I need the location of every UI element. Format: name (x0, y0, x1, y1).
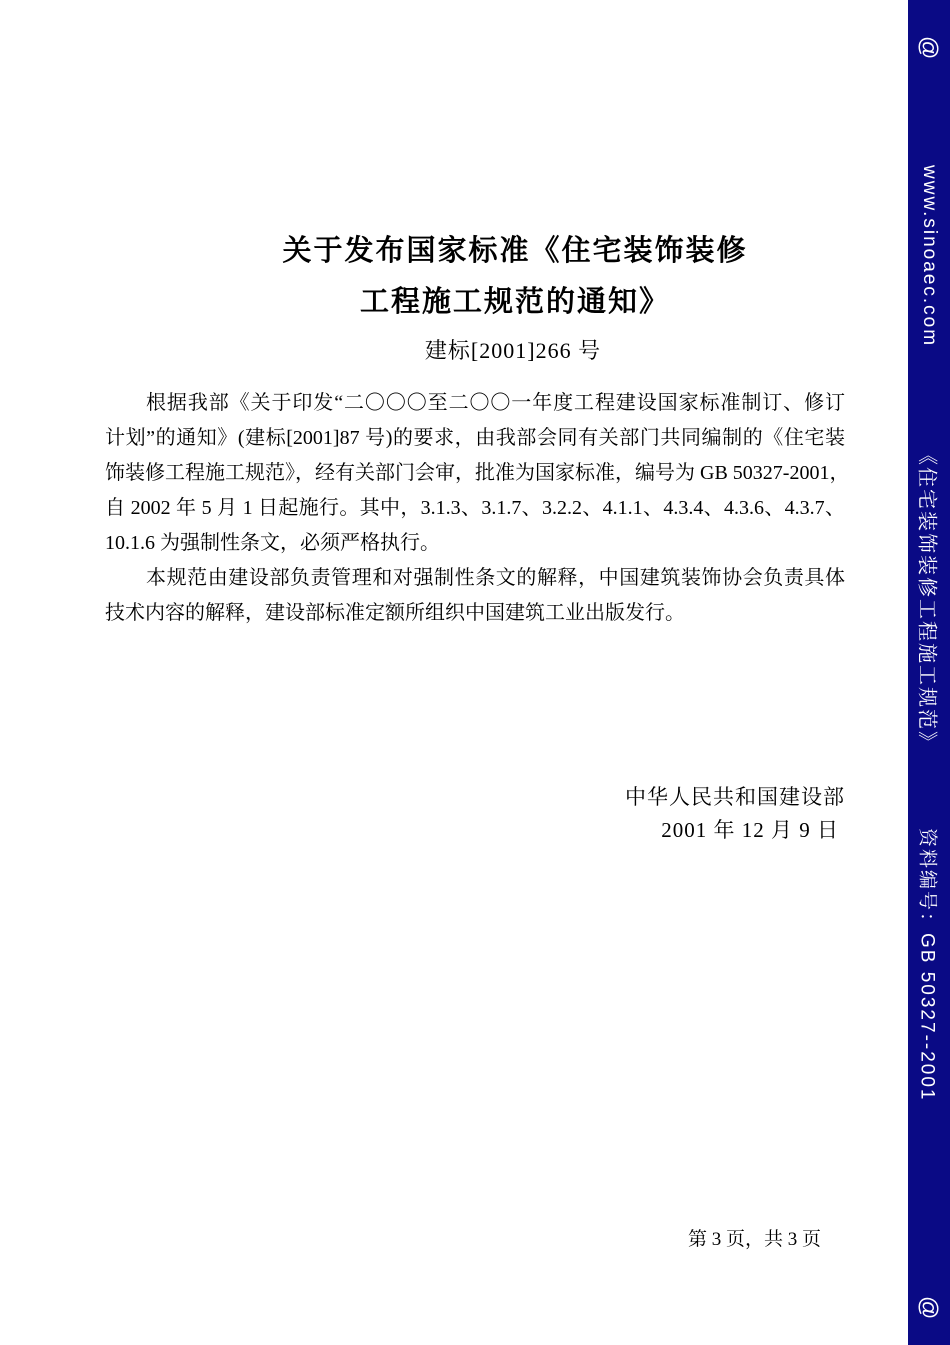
sidebar-doc-code: 资料编号：GB 50327--2001 (916, 828, 938, 1102)
sidebar-website-text: www.sinoaec.com (919, 165, 940, 348)
paragraph1-line: 根据我部《关于印发“二〇〇〇至二〇〇一年度工程建设国家标准制订、修订 (146, 392, 845, 414)
page-footer (105, 1227, 821, 1253)
document-title-line-2: 工程施工规范的通知》 (359, 286, 670, 318)
paragraph2-line: 本规范由建设部负责管理和对强制性条文的解释，中国建筑装饰协会负责具体 (146, 567, 845, 589)
sidebar (908, 0, 950, 1345)
signature-organization: 中华人民共和国建设部 (625, 785, 845, 809)
at-symbol-icon: @ (916, 36, 943, 60)
signature-date: 2001 年 12 月 9 日 (661, 818, 839, 842)
paragraph1-line: 10.1.6 为强制性条文，必须严格执行。 (105, 532, 440, 554)
document-title-line-1: 关于发布国家标准《住宅装饰装修 (282, 235, 748, 267)
document-content (105, 0, 850, 631)
document-number: 建标[2001]266 号 (424, 338, 602, 363)
body-text (105, 386, 850, 631)
paragraph1-line: 饰装修工程施工规范》，经有关部门会审，批准为国家标准，编号为 GB 50327-2001， (105, 462, 850, 484)
signature-block (105, 781, 845, 847)
page-number-info: 第 3 页，共 3 页 (687, 1229, 821, 1250)
at-symbol-icon: @ (916, 1296, 943, 1320)
paragraph1-line: 自 2002 年 5 月 1 日起施行。其中，3.1.3、3.1.7、3.2.2、4.1.1、4.3.4、4.3.6、4.3.7、 (105, 497, 845, 519)
paragraph1-line: 计划”的通知》(建标[2001]87 号)的要求，由我部会同有关部门共同编制的《住宅装 (105, 427, 845, 449)
paragraph2-line: 技术内容的解释，建设部标准定额所组织中国建筑工业出版发行。 (105, 602, 685, 624)
sidebar-book-title: 《住宅装饰装修工程施工规范》 (915, 445, 938, 753)
title-block (105, 226, 845, 328)
